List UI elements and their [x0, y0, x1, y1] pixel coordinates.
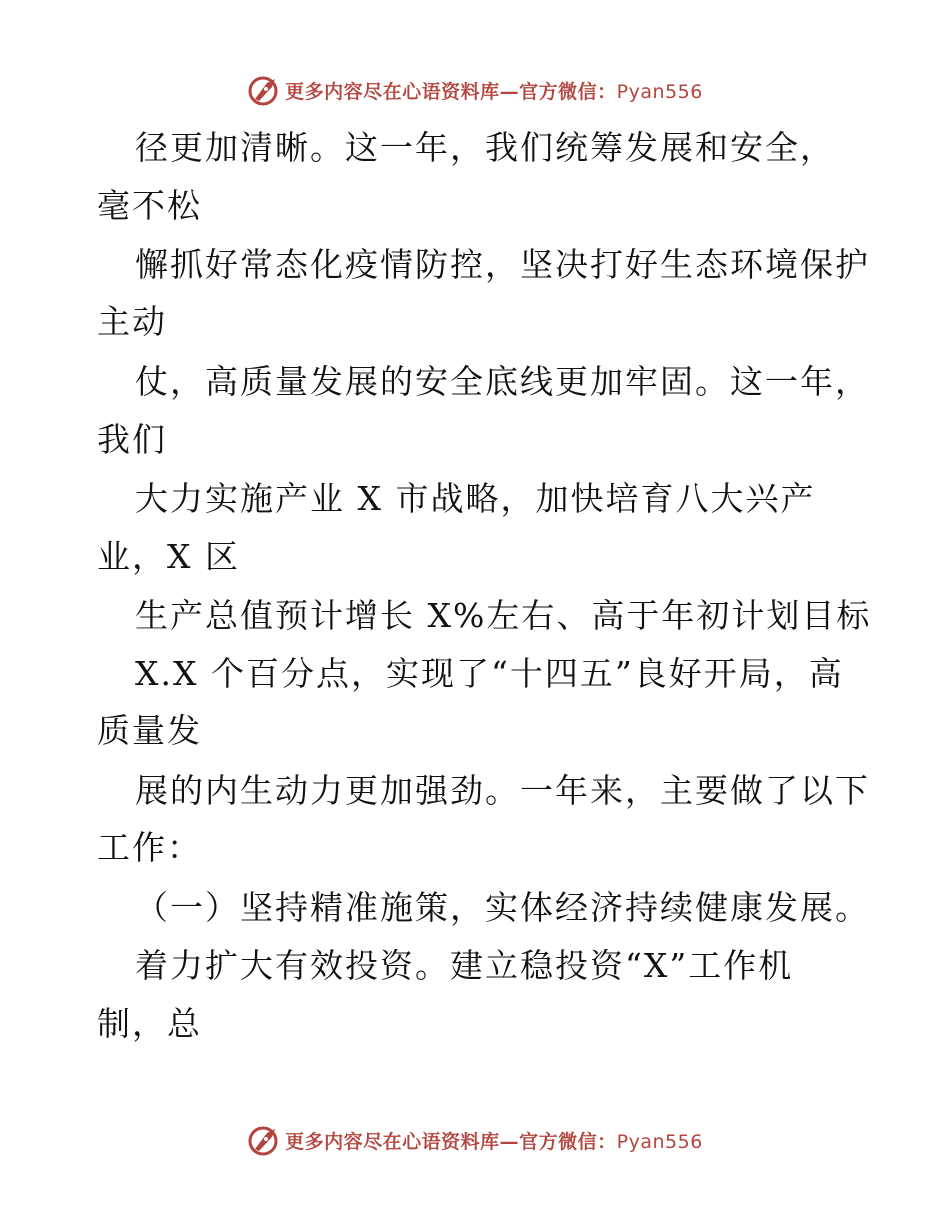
- body-line: 工作：: [97, 828, 202, 867]
- body-line: 质量发: [97, 711, 202, 750]
- body-line: 懈抓好常态化疫情防控，坚决打好生态环境保护: [135, 245, 870, 284]
- section-heading: （一）坚持精准施策，实体经济持续健康发展。: [135, 888, 870, 927]
- pen-nib-logo-icon: [247, 1123, 281, 1157]
- body-line: X.X 个百分点，实现了“十四五”良好开局，高: [135, 654, 844, 693]
- body-line: 仗，高质量发展的安全底线更加牢固。这一年，: [135, 362, 870, 401]
- body-line: 生产总值预计增长 X%左右、高于年初计划目标: [135, 596, 872, 635]
- footer-banner-text: 更多内容尽在心语资料库—官方微信：Pyan556: [285, 1130, 703, 1153]
- body-line: 着力扩大有效投资。建立稳投资“X”工作机: [135, 946, 794, 985]
- footer-banner: [0, 1120, 950, 1160]
- body-line: 展的内生动力更加强劲。一年来，主要做了以下: [135, 771, 870, 810]
- body-line: 业，X 区: [97, 537, 240, 576]
- body-line: 径更加清晰。这一年，我们统筹发展和安全，: [135, 128, 835, 167]
- header-banner-text: 更多内容尽在心语资料库—官方微信：Pyan556: [285, 80, 703, 103]
- body-line: 大力实施产业 X 市战略，加快培育八大兴产: [135, 479, 816, 518]
- body-line: 我们: [97, 420, 167, 459]
- footer-wechat-id: Pyan556: [616, 1130, 703, 1153]
- body-line: 毫不松: [97, 186, 202, 225]
- body-line: 制，总: [97, 1004, 202, 1043]
- header-wechat-id: Pyan556: [616, 80, 703, 103]
- body-line: 主动: [97, 302, 167, 341]
